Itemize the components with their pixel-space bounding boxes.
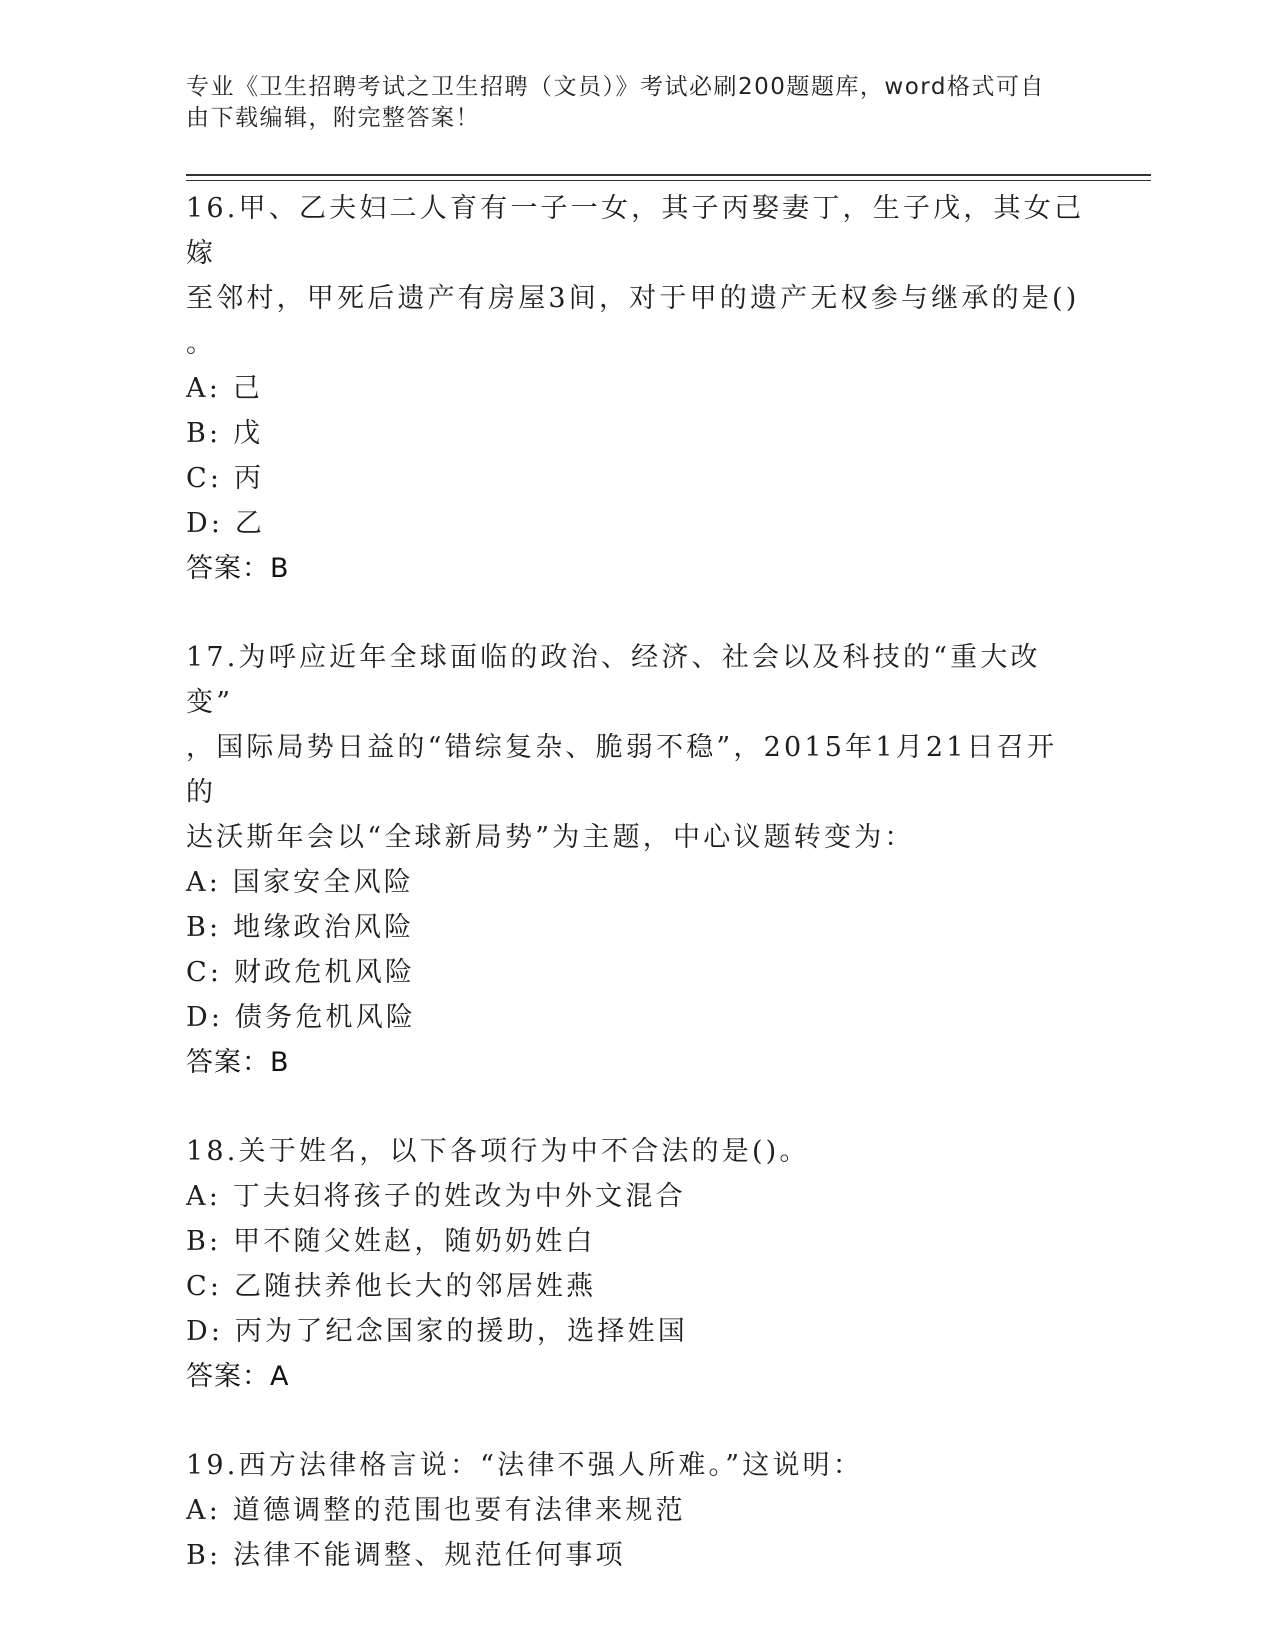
question-block bbox=[186, 1443, 1086, 1578]
question-text-line: 16.甲、乙夫妇二人育有一子一女，其子丙娶妻丁，生子戊，其女己嫁 bbox=[186, 193, 1085, 269]
question-block bbox=[186, 1129, 1086, 1399]
document-header bbox=[186, 72, 1066, 134]
answer-option: A: 国家安全风险 bbox=[186, 867, 414, 898]
answer-key: 答案：B bbox=[186, 1047, 290, 1078]
answer-option: B: 地缘政治风险 bbox=[186, 912, 415, 943]
answer-option: D: 债务危机风险 bbox=[186, 1002, 417, 1033]
header-divider-thin bbox=[186, 180, 1151, 181]
question-block bbox=[186, 635, 1086, 1085]
header-divider-thick bbox=[186, 174, 1151, 176]
answer-option: B: 甲不随父姓赵，随奶奶姓白 bbox=[186, 1226, 596, 1257]
header-line-2: 由下载编辑，附完整答案！ bbox=[186, 105, 480, 131]
answer-option: A: 丁夫妇将孩子的姓改为中外文混合 bbox=[186, 1181, 686, 1212]
question-text-line: 19.西方法律格言说：“法律不强人所难。”这说明： bbox=[186, 1450, 864, 1481]
answer-key: 答案：B bbox=[186, 553, 290, 584]
question-list bbox=[186, 186, 1086, 1622]
answer-option: C: 乙随扶养他长大的邻居姓燕 bbox=[186, 1271, 597, 1302]
answer-option: C: 财政危机风险 bbox=[186, 957, 416, 988]
question-text-line: 至邻村，甲死后遗产有房屋3间，对于甲的遗产无权参与继承的是() bbox=[186, 283, 1080, 314]
answer-option: B: 戊 bbox=[186, 418, 264, 449]
question-block bbox=[186, 186, 1086, 591]
question-text-line: ，国际局势日益的“错综复杂、脆弱不稳”，2015年1月21日召开的 bbox=[186, 732, 1058, 808]
answer-option: A: 道德调整的范围也要有法律来规范 bbox=[186, 1495, 686, 1526]
answer-option: D: 乙 bbox=[186, 508, 266, 539]
question-text-line: 18.关于姓名，以下各项行为中不合法的是()。 bbox=[186, 1136, 810, 1167]
question-text-line: 达沃斯年会以“全球新局势”为主题，中心议题转变为： bbox=[186, 822, 915, 853]
answer-key: 答案：A bbox=[186, 1361, 290, 1392]
question-text-line: 17.为呼应近年全球面临的政治、经济、社会以及科技的“重大改变” bbox=[186, 642, 1041, 718]
answer-option: B: 法律不能调整、规范任何事项 bbox=[186, 1540, 626, 1571]
header-line-1: 专业《卫生招聘考试之卫生招聘（文员）》考试必刷200题题库，word格式可自 bbox=[186, 74, 1045, 100]
answer-option: C: 丙 bbox=[186, 463, 265, 494]
answer-option: A: 己 bbox=[186, 373, 263, 404]
question-text-line: 。 bbox=[186, 328, 217, 359]
answer-option: D: 丙为了纪念国家的援助，选择姓国 bbox=[186, 1316, 688, 1347]
